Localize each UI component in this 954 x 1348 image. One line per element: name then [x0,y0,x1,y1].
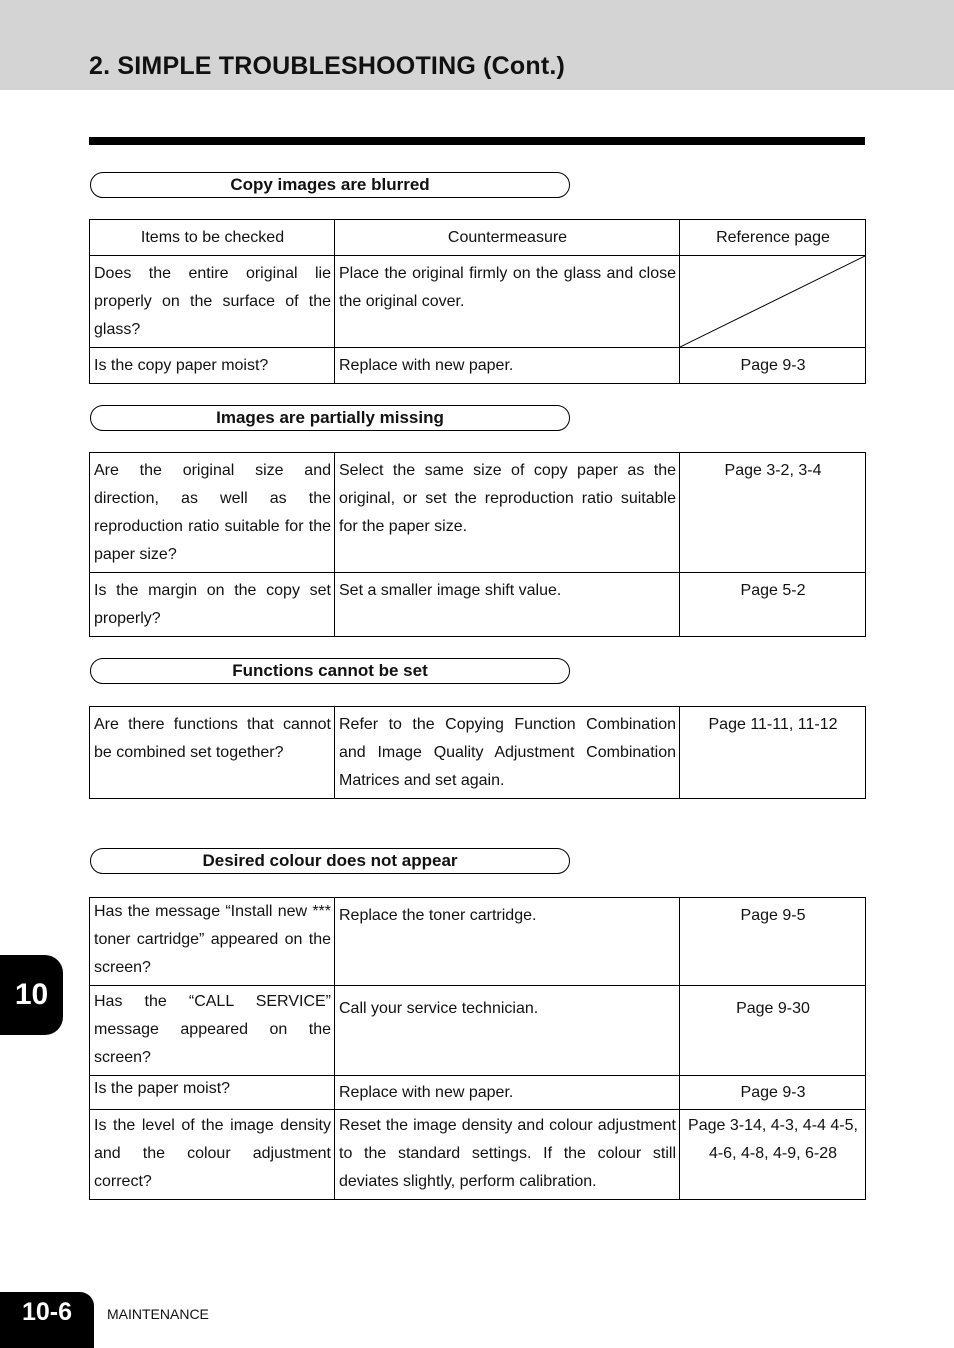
reference-cell: Page 9-5 [680,898,866,986]
page-title: 2. SIMPLE TROUBLESHOOTING (Cont.) [89,52,566,80]
item-cell: Does the entire original lie properly on the surface of the glass? [90,256,335,348]
column-header-items: Items to be checked [90,220,335,256]
table-colour [89,897,866,1200]
footer-section-label: MAINTENANCE [107,1306,209,1322]
reference-cell: Page 3-2, 3-4 [680,453,866,573]
item-cell: Has the message “Install new *** toner cartridge” appeared on the screen? [90,898,335,986]
table-row [90,1076,866,1110]
table-functions [89,706,866,799]
item-cell: Is the paper moist? [90,1076,335,1110]
countermeasure-cell: Replace the toner cartridge. [335,898,680,986]
table-row [90,707,866,799]
item-cell: Is the copy paper moist? [90,348,335,384]
item-cell: Are there functions that cannot be combined set together? [90,707,335,799]
reference-cell: Page 9-3 [680,1076,866,1110]
item-cell: Is the level of the image density and the colour adjustment correct? [90,1110,335,1200]
diagonal-line [680,256,865,347]
table-row [90,898,866,986]
item-cell: Has the “CALL SERVICE” message appeared on the screen? [90,986,335,1076]
countermeasure-cell: Replace with new paper. [335,1076,680,1110]
countermeasure-cell: Refer to the Copying Function Combination and Image Quality Adjustment Combination Matrices and set again. [335,707,680,799]
table-header-row [90,220,866,256]
table-row [90,1110,866,1200]
section-rule [89,137,865,145]
table-row [90,348,866,384]
countermeasure-cell: Call your service technician. [335,986,680,1076]
section-heading-blurred: Copy images are blurred [90,172,570,198]
table-row [90,256,866,348]
reference-cell: Page 9-3 [680,348,866,384]
column-header-countermeasure: Countermeasure [335,220,680,256]
reference-cell: Page 3-14, 4-3, 4-4 4-5, 4-6, 4-8, 4-9, 6-28 [680,1110,866,1200]
column-header-reference: Reference page [680,220,866,256]
countermeasure-cell: Replace with new paper. [335,348,680,384]
table-missing [89,452,866,637]
countermeasure-cell: Select the same size of copy paper as the original, or set the reproduction ratio suitable for the paper size. [335,453,680,573]
table-row [90,986,866,1076]
item-cell: Are the original size and direction, as well as the reproduction ratio suitable for the paper size? [90,453,335,573]
section-heading-functions: Functions cannot be set [90,658,570,684]
countermeasure-cell: Place the original firmly on the glass and close the original cover. [335,256,680,348]
table-blurred [89,219,866,384]
reference-cell: Page 5-2 [680,573,866,637]
countermeasure-cell: Reset the image density and colour adjustment to the standard settings. If the colour still deviates slightly, perform calibration. [335,1110,680,1200]
section-heading-missing: Images are partially missing [90,405,570,431]
section-heading-colour: Desired colour does not appear [90,848,570,874]
chapter-tab: 10 [0,955,63,1035]
table-row [90,573,866,637]
item-cell: Is the margin on the copy set properly? [90,573,335,637]
table-row [90,453,866,573]
reference-cell: Page 11-11, 11-12 [680,707,866,799]
page-number: 10-6 [0,1292,94,1348]
countermeasure-cell: Set a smaller image shift value. [335,573,680,637]
reference-cell-empty [680,256,866,348]
reference-cell: Page 9-30 [680,986,866,1076]
